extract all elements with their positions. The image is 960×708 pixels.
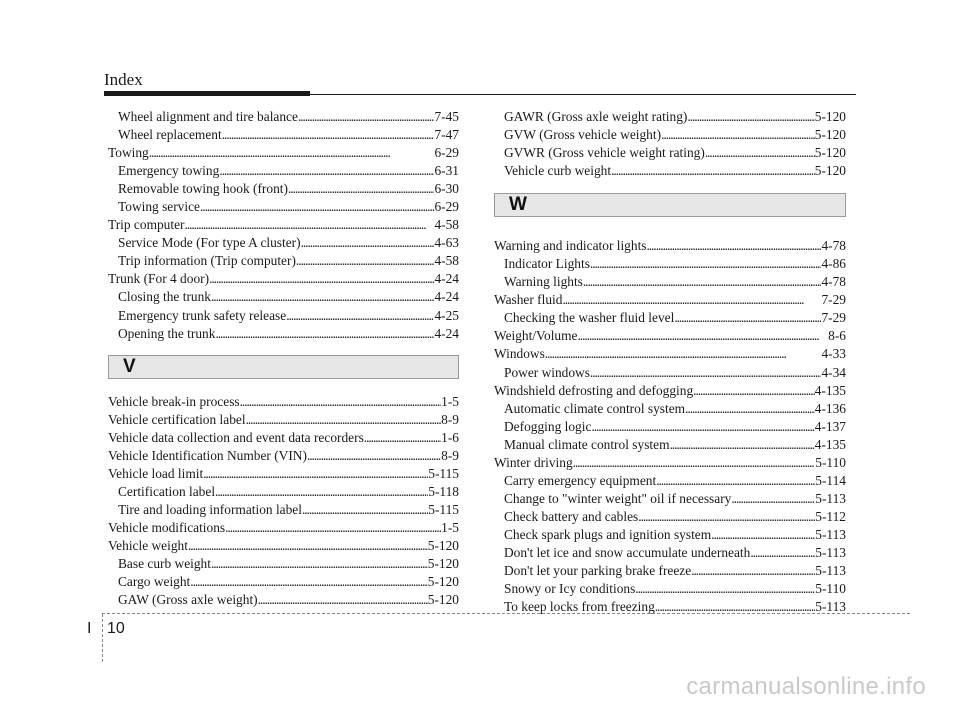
leader-dots — [298, 108, 435, 126]
section-letter: V — [123, 355, 136, 377]
leader-dots — [296, 252, 435, 270]
entry-text: Vehicle modifications — [108, 519, 226, 535]
index-entry — [108, 108, 459, 126]
entry-text: Trunk (For 4 door) — [108, 271, 210, 287]
index-entry — [108, 447, 459, 465]
entry-page: 7-47 — [434, 127, 459, 143]
index-entry — [494, 580, 846, 598]
entry-page: 5-113 — [815, 490, 846, 506]
entry-text: GVW (Gross vehicle weight) — [504, 127, 662, 143]
entry-page: 4-135 — [814, 436, 846, 452]
index-entry — [494, 309, 846, 327]
leader-dots — [611, 162, 815, 180]
entry-text: Don't let ice and snow accumulate underneath — [504, 544, 751, 560]
index-entry — [108, 126, 459, 144]
footer-divider — [102, 614, 103, 662]
index-entry — [108, 555, 459, 573]
index-entry — [108, 393, 459, 411]
entry-page: 8-9 — [441, 447, 459, 463]
entry-page: 7-45 — [434, 109, 459, 124]
entry-page: 6-31 — [434, 163, 459, 179]
index-entry — [108, 307, 459, 325]
entry-page: 5-110 — [815, 454, 846, 470]
leader-dots — [364, 429, 441, 447]
entry-page: 4-25 — [434, 307, 459, 323]
leader-dots — [149, 144, 435, 162]
leader-dots — [200, 198, 434, 216]
leader-dots — [185, 216, 435, 234]
section-header-w — [494, 193, 846, 217]
index-entry — [108, 519, 459, 537]
entry-page: 5-120 — [814, 109, 846, 124]
entry-text: Snowy or Icy conditions — [504, 581, 636, 597]
index-entry — [494, 255, 846, 273]
entry-list-top — [108, 108, 459, 343]
entry-text: Weight/Volume — [494, 328, 578, 344]
entry-page: 4-33 — [821, 346, 846, 362]
entry-text: Warning lights — [504, 274, 583, 290]
entry-text: Wheel alignment and tire balance — [118, 109, 298, 124]
entry-page: 5-113 — [815, 599, 846, 615]
leader-dots — [590, 255, 822, 273]
leader-dots — [209, 270, 434, 288]
leader-dots — [685, 400, 815, 418]
entry-text: Vehicle data collection and event data recorders — [108, 429, 364, 445]
entry-page: 5-115 — [428, 501, 459, 517]
index-entry — [108, 288, 459, 306]
index-entry — [494, 436, 846, 454]
leader-dots — [307, 447, 441, 465]
entry-text: GVWR (Gross vehicle weight rating) — [504, 145, 705, 161]
index-entry — [108, 162, 459, 180]
index-entry — [108, 465, 459, 483]
leader-dots — [674, 309, 821, 327]
index-entry — [494, 400, 846, 418]
entry-text: Windows — [494, 346, 545, 362]
entry-text: Windshield defrosting and defogging — [494, 382, 694, 398]
entry-text: Check spark plugs and ignition system — [504, 526, 712, 542]
entry-text: Service Mode (For type A cluster) — [118, 235, 301, 251]
entry-page: 5-113 — [815, 544, 846, 560]
entry-page: 5-112 — [815, 508, 846, 524]
entry-page: 5-120 — [427, 556, 459, 572]
leader-dots — [669, 436, 814, 454]
leader-dots — [288, 180, 435, 198]
entry-page: 5-120 — [814, 163, 846, 179]
entry-text: Emergency towing — [118, 163, 220, 179]
index-entry — [494, 418, 846, 436]
entry-text: Closing the trunk — [118, 289, 211, 305]
entry-text: Vehicle load limit — [108, 465, 204, 481]
leader-dots — [219, 162, 434, 180]
index-entry — [494, 291, 846, 309]
leader-dots — [211, 555, 428, 573]
index-entry — [494, 126, 846, 144]
entry-page: 1-6 — [441, 429, 459, 445]
leader-dots — [222, 126, 435, 144]
entry-text: Vehicle certification label — [108, 411, 246, 427]
entry-page: 4-78 — [821, 274, 846, 290]
entry-text: Cargo weight — [118, 574, 191, 590]
entry-text: Defogging logic — [504, 418, 592, 434]
leader-dots — [301, 234, 435, 252]
entry-page: 5-118 — [428, 483, 459, 499]
entry-text: Trip information (Trip computer) — [118, 253, 296, 269]
entry-text: Towing — [108, 145, 149, 161]
entry-page: 6-29 — [434, 145, 459, 161]
entry-text: Towing service — [118, 199, 200, 215]
leader-dots — [188, 537, 428, 555]
entry-page: 4-58 — [434, 217, 459, 233]
index-entry — [108, 198, 459, 216]
entry-list-top — [494, 108, 846, 180]
page-number: 10 — [107, 620, 125, 637]
section-letter: W — [509, 194, 527, 216]
entry-text: Vehicle curb weight — [504, 163, 612, 179]
entry-page: 4-24 — [434, 289, 459, 305]
entry-page: 4-78 — [821, 238, 846, 254]
index-entry — [494, 526, 846, 544]
section-header-v — [108, 355, 459, 379]
entry-text: Vehicle weight — [108, 537, 188, 553]
entry-page: 4-24 — [434, 325, 459, 341]
entry-page: 6-29 — [434, 199, 459, 215]
entry-page: 4-86 — [821, 256, 846, 272]
entry-text: Warning and indicator lights — [494, 238, 647, 254]
footer-section: I — [87, 620, 92, 637]
entry-text: Washer fluid — [494, 292, 563, 308]
entry-text: GAW (Gross axle weight) — [118, 592, 258, 608]
entry-page: 5-114 — [815, 472, 846, 488]
leader-dots — [590, 364, 822, 382]
entry-text: Check battery and cables — [504, 508, 639, 524]
entry-text: Wheel replacement — [118, 127, 222, 143]
entry-text: Trip computer — [108, 217, 185, 233]
entry-page: 5-120 — [427, 537, 459, 553]
entry-text: Automatic climate control system — [504, 400, 686, 416]
leader-dots — [562, 291, 821, 309]
index-entry — [108, 573, 459, 591]
index-entry — [494, 454, 846, 472]
leader-dots — [635, 580, 815, 598]
footer-rule — [102, 613, 910, 614]
entry-text: Manual climate control system — [504, 436, 670, 452]
index-entry — [108, 429, 459, 447]
entry-page: 5-113 — [815, 563, 846, 579]
index-entry — [494, 382, 846, 400]
entry-list-bottom — [494, 237, 846, 616]
index-entry — [494, 472, 846, 490]
entry-page: 5-120 — [814, 127, 846, 143]
leader-dots — [190, 573, 427, 591]
index-entry — [108, 144, 459, 162]
entry-page: 1-5 — [441, 519, 459, 535]
entry-page: 4-136 — [814, 400, 846, 416]
leader-dots — [731, 490, 815, 508]
index-entry — [494, 508, 846, 526]
entry-text: Carry emergency equipment — [504, 472, 657, 488]
entry-page: 5-120 — [427, 574, 459, 590]
leader-dots — [577, 327, 828, 345]
leader-dots — [240, 393, 442, 411]
entry-page: 4-137 — [814, 418, 846, 434]
leader-dots — [225, 519, 441, 537]
page-title: Index — [104, 70, 143, 89]
leader-dots — [711, 526, 815, 544]
leader-dots — [693, 382, 815, 400]
entry-text: Base curb weight — [118, 556, 211, 572]
leader-dots — [286, 307, 434, 325]
entry-page: 1-5 — [441, 393, 459, 409]
entry-text: Vehicle Identification Number (VIN) — [108, 447, 307, 463]
index-entry — [108, 216, 459, 234]
entry-page: 6-30 — [434, 181, 459, 197]
index-entry — [494, 544, 846, 562]
index-entry — [108, 270, 459, 288]
entry-page: 8-6 — [828, 328, 846, 344]
index-entry — [494, 490, 846, 508]
leader-dots — [647, 237, 822, 255]
leader-dots — [750, 544, 815, 562]
index-entry — [108, 234, 459, 252]
leader-dots — [215, 325, 434, 343]
leader-dots — [215, 483, 428, 501]
index-entry — [494, 144, 846, 162]
entry-text: Don't let your parking brake freeze — [504, 563, 692, 579]
index-entry — [494, 364, 846, 382]
index-entry — [108, 252, 459, 270]
index-entry — [108, 501, 459, 519]
entry-text: Change to "winter weight" oil if necessary — [504, 490, 732, 506]
leader-dots — [638, 508, 815, 526]
leader-dots — [302, 501, 428, 519]
entry-page: 5-115 — [428, 465, 459, 481]
index-entry — [494, 237, 846, 255]
entry-text: Power windows — [504, 364, 590, 380]
index-entry — [108, 537, 459, 555]
entry-page: 7-29 — [821, 292, 846, 308]
entry-page: 7-29 — [821, 310, 846, 326]
entry-page: 5-120 — [427, 592, 459, 608]
leader-dots — [211, 288, 434, 306]
entry-page: 4-58 — [434, 253, 459, 269]
index-entry — [108, 411, 459, 429]
entry-page: 5-113 — [815, 526, 846, 542]
leader-dots — [661, 126, 815, 144]
index-entry — [494, 327, 846, 345]
leader-dots — [545, 345, 822, 363]
leader-dots — [246, 411, 442, 429]
leader-dots — [687, 108, 814, 126]
entry-page: 4-63 — [434, 235, 459, 251]
index-entry — [108, 591, 459, 609]
index-entry — [108, 325, 459, 343]
entry-page: 5-110 — [815, 581, 846, 597]
index-entry — [494, 162, 846, 180]
index-entry — [494, 345, 846, 363]
index-entry — [494, 273, 846, 291]
index-column-left — [108, 108, 459, 609]
index-entry — [494, 108, 846, 126]
entry-text: Indicator Lights — [504, 256, 590, 272]
watermark: carmanualsonline.info — [686, 673, 926, 700]
entry-text: Checking the washer fluid level — [504, 310, 675, 326]
index-entry — [494, 562, 846, 580]
entry-page: 8-9 — [441, 411, 459, 427]
leader-dots — [203, 465, 428, 483]
entry-list-bottom — [108, 393, 459, 610]
entry-page: 5-120 — [814, 145, 846, 161]
leader-dots — [258, 591, 428, 609]
entry-text: Vehicle break-in process — [108, 393, 240, 409]
leader-dots — [691, 562, 815, 580]
entry-text: Emergency trunk safety release — [118, 307, 287, 323]
leader-dots — [591, 418, 814, 436]
entry-page: 4-24 — [434, 271, 459, 287]
entry-text: Tire and loading information label — [118, 501, 302, 517]
leader-dots — [573, 454, 816, 472]
entry-page: 4-135 — [814, 382, 846, 398]
leader-dots — [656, 472, 815, 490]
entry-text: Opening the trunk — [118, 325, 216, 341]
entry-text: Winter driving — [494, 454, 573, 470]
entry-text: To keep locks from freezing — [504, 599, 655, 615]
entry-page: 4-34 — [821, 364, 846, 380]
index-entry — [108, 180, 459, 198]
header-rule — [104, 94, 856, 95]
index-column-right — [494, 108, 846, 616]
leader-dots — [583, 273, 822, 291]
entry-text: GAWR (Gross axle weight rating) — [504, 109, 688, 124]
leader-dots — [705, 144, 815, 162]
index-entry — [108, 483, 459, 501]
entry-text: Certification label — [118, 483, 216, 499]
entry-text: Removable towing hook (front) — [118, 181, 288, 197]
